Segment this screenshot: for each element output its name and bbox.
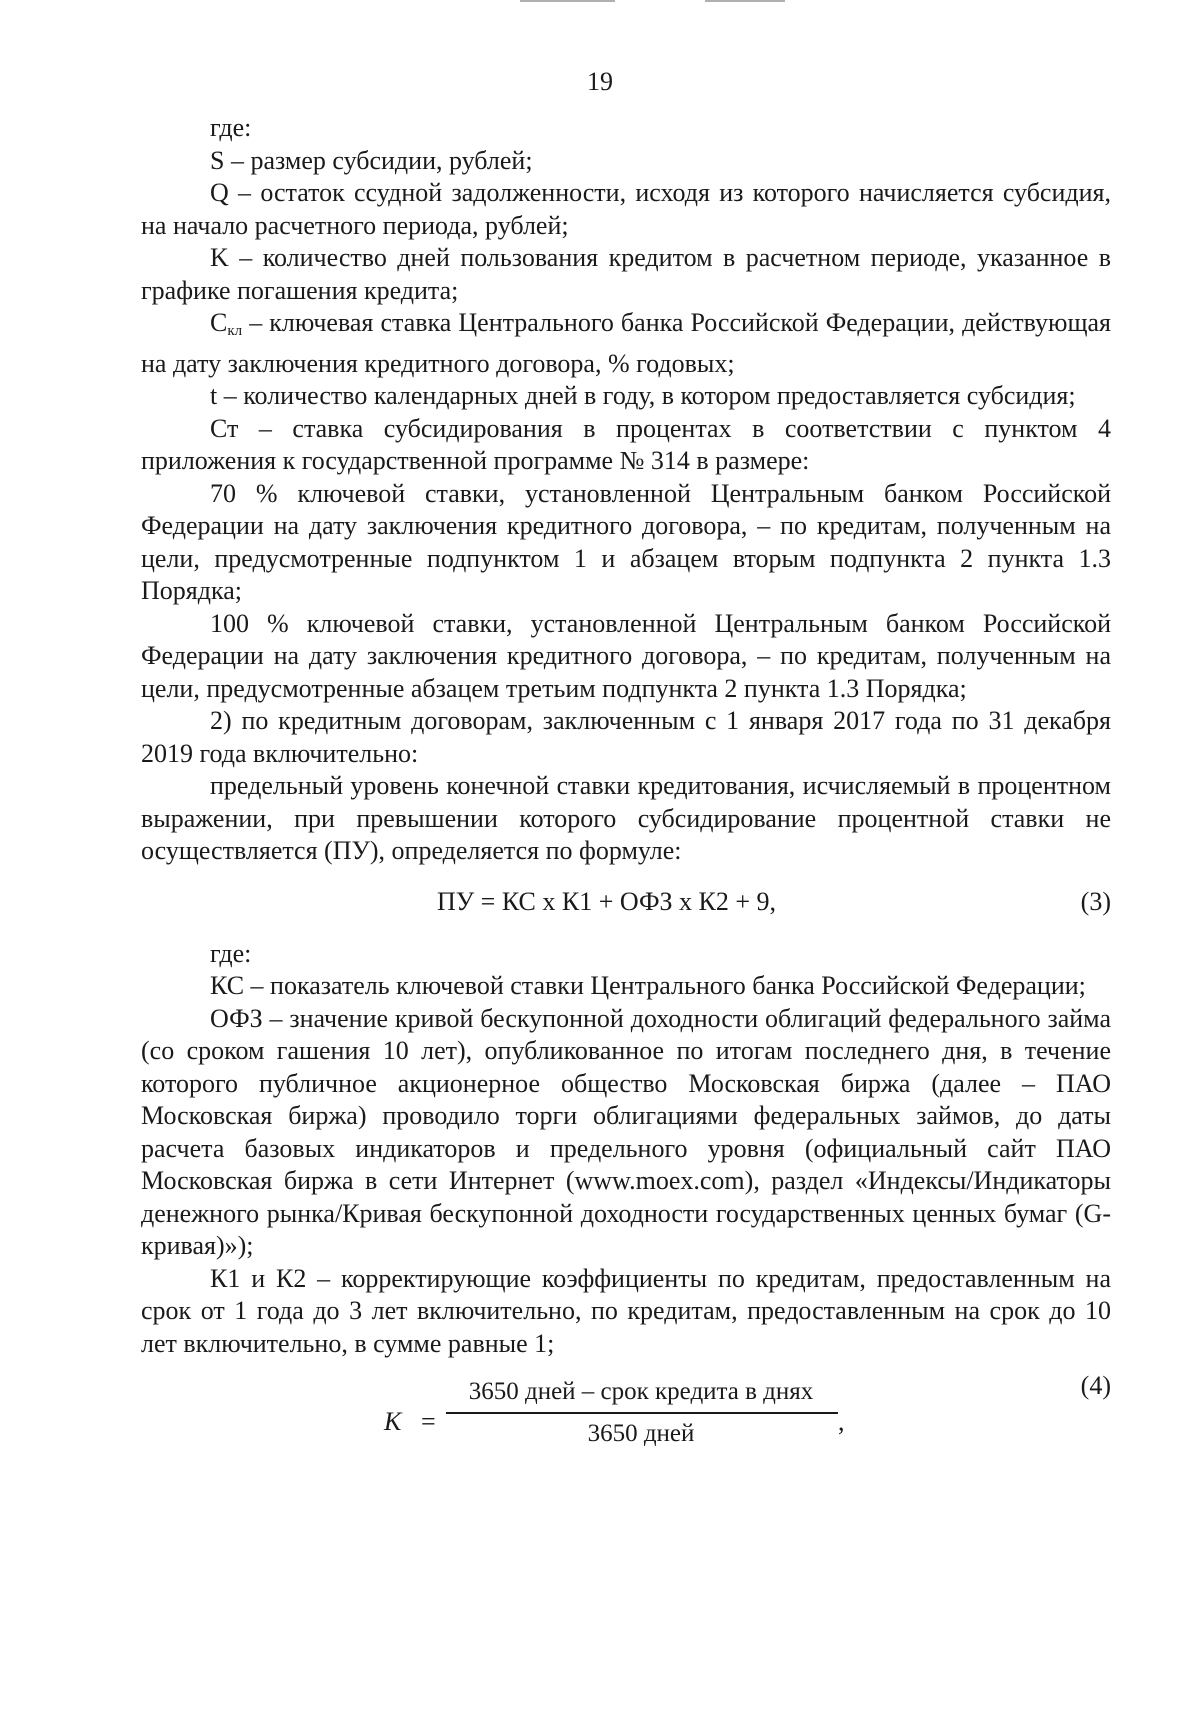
where-label: где:	[210, 113, 252, 142]
limit-definition: предельный уровень конечной ставки кредитования, исчисляемый в процентном выражении, при превышении которого субсидирование процентной ставки не осуществляется (ПУ), определяется по формуле:	[141, 771, 1111, 865]
document-body	[141, 112, 1111, 1460]
definition-k1-k2: К1 и К2 – корректирующие коэффициенты по кредитам, предоставленным на срок от 1 года до 3 лет включительно, по кредитам, предоставленным на срок до 10 лет включительно, в сумме равные 1;	[141, 1263, 1111, 1358]
definition-k: K – количество дней пользования кредитом в расчетном периоде, указанное в графике погашения кредита;	[141, 243, 1111, 305]
ckl-text: – ключевая ставка Центрального банка Российской Федерации, действующая на дату заключения кредитного договора, % годовых;	[141, 308, 1111, 378]
ckl-subscript: кл	[227, 323, 243, 339]
rate-100-percent: 100 % ключевой ставки, установленной Центральным банком Российской Федерации на дату заключения кредитного договора, – по кредитам, полученным на цели, предусмотренные абзацем третьим подпункта 2 пункта 1.3 Порядка;	[141, 608, 1111, 703]
rate-70-percent: 70 % ключевой ставки, установленной Центральным банком Российской Федерации на дату заключения кредитного договора, – по кредитам, полученным на цели, предусмотренные подпунктом 1 и абзацем вторым подпункта 2 пункта 1.3 Порядка;	[141, 478, 1111, 605]
formula-3-number: (3)	[1080, 886, 1111, 916]
formula-4-lhs: K	[384, 1407, 402, 1436]
formula-3-expression: ПУ = КС х К1 + ОФЗ х К2 + 9,	[437, 886, 777, 916]
definition-s: S – размер субсидии, рублей;	[210, 145, 533, 175]
definition-ckl	[141, 307, 1111, 380]
definition-ct: Ст – ставка субсидирования в процентах в соответствии с пунктом 4 приложения к государственной программе № 314 в размере:	[141, 413, 1111, 475]
formula-4-comma: ,	[838, 1407, 845, 1436]
definition-ofz: ОФЗ – значение кривой бескупонной доходности облигаций федерального займа (со сроком гашения 10 лет), опубликованное по итогам последнего дня, в течение которого публичное акционерное общество Московская биржа (далее – ПАО Московская биржа) проводило торги облигациями федеральных займов, до даты расчета базовых индикаторов и предельного уровня (официальный сайт ПАО Московская биржа в сети Интернет (www.moex.com), раздел «Индексы/Индикаторы денежного рынка/Кривая бескупонной доходности государственных ценных бумаг (G-кривая)»);	[141, 1003, 1111, 1260]
fraction-bar	[446, 1412, 838, 1414]
formula-4-equals: =	[421, 1407, 436, 1436]
formula-4	[141, 1370, 1111, 1460]
definition-ks: КС – показатель ключевой ставки Центрального банка Российской Федерации;	[210, 971, 1086, 1000]
definition-t: t – количество календарных дней в году, в котором предоставляется субсидия;	[210, 381, 1076, 410]
formula-4-denominator: 3650 дней	[587, 1420, 695, 1447]
formula-4-numerator: 3650 дней – срок кредита в днях	[468, 1378, 814, 1405]
formula-3	[141, 876, 1111, 930]
where-label-2: где:	[210, 938, 252, 968]
ckl-symbol: С	[210, 308, 228, 337]
definition-q: Q – остаток ссудной задолженности, исходя из которого начисляется субсидия, на начало расчетного периода, рублей;	[141, 178, 1111, 240]
clause-2: 2) по кредитным договорам, заключенным с 1 января 2017 года по 31 декабря 2019 года включительно:	[141, 706, 1111, 768]
scan-artifact-line	[705, 0, 785, 2]
page-number: 19	[587, 67, 613, 96]
formula-4-number: (4)	[1080, 1371, 1111, 1400]
scan-artifact-line	[520, 0, 615, 2]
